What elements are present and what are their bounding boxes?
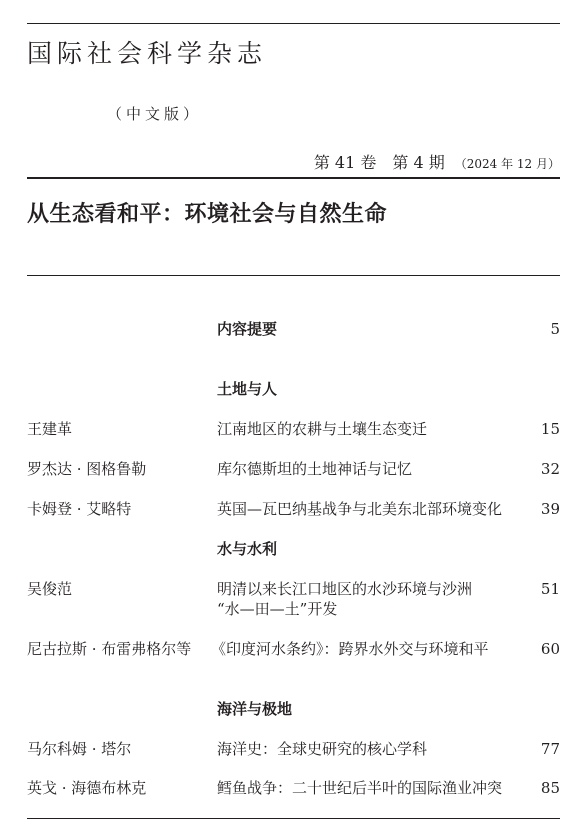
toc-author: 英戈 · 海德布林克 <box>27 779 147 797</box>
toc-author: 卡姆登 · 艾略特 <box>27 500 132 518</box>
toc-page: 15 <box>540 420 560 438</box>
toc-author: 尼古拉斯 · 布雷弗格尔等 <box>27 640 192 658</box>
toc-title[interactable]: 鳕鱼战争：二十世纪后半叶的国际渔业冲突 <box>217 779 503 797</box>
toc-author: 王建革 <box>27 420 73 438</box>
top-rule <box>27 23 560 24</box>
toc-author: 罗杰达 · 图格鲁勒 <box>27 460 147 478</box>
toc-author: 马尔科姆 · 塔尔 <box>27 740 132 758</box>
toc-title-line-1[interactable]: 明清以来长江口地区的水沙环境与沙洲 <box>217 580 473 598</box>
toc-page: 60 <box>540 640 560 658</box>
toc-page: 39 <box>540 500 560 518</box>
abstracts-page: 5 <box>550 320 560 338</box>
edition-label: （中文版） <box>107 105 203 123</box>
toc-author: 吴俊范 <box>27 580 73 598</box>
bottom-rule <box>27 818 560 819</box>
toc-page: 32 <box>540 460 560 478</box>
section-heading: 水与水利 <box>217 540 278 558</box>
section-heading: 海洋与极地 <box>217 700 293 718</box>
toc-title[interactable]: 英国—瓦巴纳基战争与北美东北部环境变化 <box>217 500 503 518</box>
toc-title[interactable]: 《印度河水条约》：跨界水外交与环境和平 <box>211 640 489 658</box>
toc-title[interactable]: 库尔德斯坦的土地神话与记忆 <box>217 460 413 478</box>
toc-page: 51 <box>540 580 560 598</box>
title-rule <box>27 275 560 276</box>
issue-title: 从生态看和平：环境社会与自然生命 <box>27 202 388 227</box>
issue-number: 第 41 卷 第 4 期 <box>313 153 445 172</box>
toc-title-line-2[interactable]: “水—田—土”开发 <box>217 600 338 618</box>
abstracts-label[interactable]: 内容提要 <box>217 320 278 338</box>
issue-info <box>314 150 560 173</box>
section-heading: 土地与人 <box>217 380 278 398</box>
toc-title[interactable]: 江南地区的农耕与土壤生态变迁 <box>217 420 428 438</box>
toc-page: 77 <box>540 740 560 758</box>
toc-title[interactable]: 海洋史：全球史研究的核心学科 <box>217 740 428 758</box>
header-rule <box>27 177 560 179</box>
toc-page: 85 <box>540 779 560 797</box>
issue-date: （2024 年 12 月） <box>454 157 560 171</box>
journal-title: 国际社会科学杂志 <box>27 39 268 68</box>
